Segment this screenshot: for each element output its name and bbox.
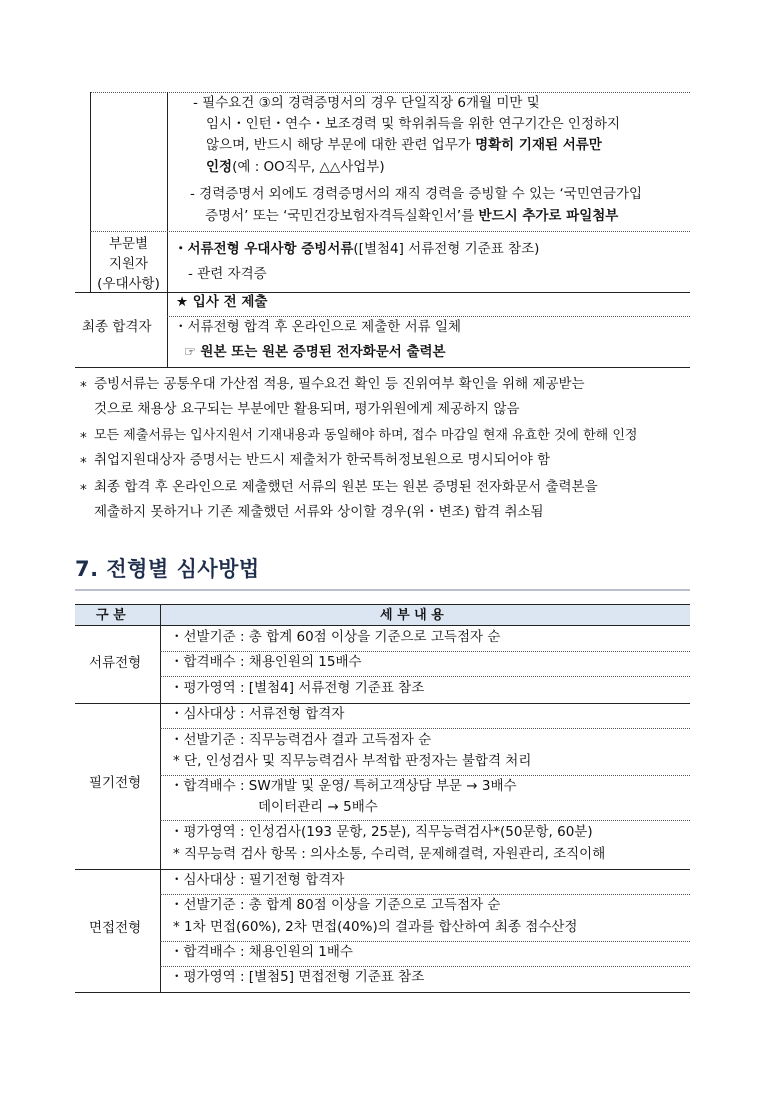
- final-line-3-bold: 원본 또는 원본 증명된 전자화문서 출력본: [200, 344, 446, 360]
- interview-criteria: ・선발기준 : 총 합계 80점 이상을 기준으로 고득점자 순: [170, 897, 501, 913]
- preferred-line-1-bold: ・서류전형 우대사항 증빙서류: [174, 241, 354, 257]
- interview-criteria-note: * 1차 면접(60%), 2차 면접(40%)의 결과를 합산하여 최종 점수산정: [173, 919, 578, 935]
- pointing-hand-icon: ☞: [184, 344, 201, 360]
- section-title-underline: [75, 589, 690, 591]
- written-criteria-note: * 단, 인성검사 및 직무능력검사 부적합 판정자는 불합격 처리: [173, 753, 532, 769]
- required-text-line-1: - 필수요건 ③의 경력증명서의 경우 단일직장 6개월 미만 및: [193, 95, 540, 111]
- table-top-border: [75, 604, 690, 605]
- preferred-line-1-rest: ([별첨4] 서류전형 기준표 참조): [353, 241, 540, 257]
- doc-sep-1: [160, 651, 690, 652]
- doc-multiple: ・합격배수 : 채용인원의 15배수: [170, 654, 362, 670]
- interview-multiple: ・합격배수 : 채용인원의 1배수: [170, 944, 353, 960]
- written-sep-2: [160, 775, 690, 776]
- row-label-written: 필기전형: [89, 775, 142, 791]
- doc-criteria: ・선발기준 : 총 합계 60점 이상을 기준으로 고득점자 순: [170, 629, 501, 645]
- required-text-line-6-bold: 반드시 추가로 파일첨부: [478, 208, 619, 224]
- table-bottom-border: [75, 992, 690, 993]
- interview-sep-2: [160, 941, 690, 942]
- preferred-label: [90, 234, 167, 294]
- doc-row-bottom: [75, 703, 690, 704]
- header-col-details: 세 부 내 용: [380, 608, 444, 623]
- required-text-line-6-pre: 증명서’ 또는 ‘국민건강보험자격득실확인서’를: [205, 208, 479, 224]
- doc-sep-2: [160, 676, 690, 677]
- upper-table-bottom-border: [75, 367, 690, 368]
- final-inner-separator: [167, 316, 690, 317]
- note-4-mark: *: [80, 482, 87, 498]
- required-text-line-4-bold: 인정: [206, 159, 233, 175]
- header-col-category: 구 분: [96, 608, 126, 623]
- final-line-1: ★ 입사 전 제출: [176, 294, 268, 310]
- interview-sep-1: [160, 894, 690, 895]
- required-text-line-4-rest: (예 : OO직무, △△사업부): [232, 159, 385, 175]
- table-column-divider: [160, 604, 161, 992]
- required-text-line-5: - 경력증명서 외에도 경력증명서의 재직 경력을 증빙할 수 있는 ‘국민연금가입: [190, 186, 643, 202]
- written-target: ・심사대상 : 서류전형 합격자: [170, 706, 345, 722]
- written-sep-3: [160, 820, 690, 821]
- preferred-label-1: 부문별: [108, 236, 149, 252]
- doc-area: ・평가영역 : [별첨4] 서류전형 기준표 참조: [170, 680, 425, 696]
- preferred-line-2: - 관련 자격증: [188, 266, 267, 282]
- upper-row-separator-2: [75, 292, 690, 293]
- preferred-line-1: [174, 243, 539, 257]
- interview-sep-3: [160, 966, 690, 967]
- note-2-line-1: 모든 제출서류는 입사지원서 기재내용과 동일해야 하며, 접수 마감일 현재 유효한 것에 한해 인정: [94, 428, 638, 443]
- upper-row-separator-1: [90, 231, 690, 232]
- note-1-line-2: 것으로 채용상 요구되는 부분에만 활용되며, 평가위원에게 제공하지 않음: [94, 401, 520, 417]
- required-text-line-3: [206, 139, 602, 153]
- row-label-document: 서류전형: [89, 655, 142, 671]
- required-text-line-6: [205, 210, 618, 224]
- written-sep-1: [160, 728, 690, 729]
- written-multiple: ・합격배수 : SW개발 및 운영/ 특허고객상담 부문 → 3배수: [170, 778, 517, 794]
- note-3-mark: *: [80, 455, 87, 471]
- upper-table-top-border: [90, 92, 690, 93]
- final-line-3: [184, 346, 446, 360]
- note-3-line-1: 취업지원대상자 증명서는 반드시 제출처가 한국특허정보원으로 명시되어야 함: [94, 452, 551, 468]
- note-4-line-1: 최종 합격 후 온라인으로 제출했던 서류의 원본 또는 원본 증명된 전자화문서 출력본을: [94, 479, 598, 495]
- required-text-line-4: [206, 161, 385, 175]
- written-area: ・평가영역 : 인성검사(193 문항, 25분), 직무능력검사*(50문항, 60분): [170, 824, 593, 840]
- header-bottom-border: [75, 625, 690, 626]
- note-1-line-1: 증빙서류는 공통우대 가산점 적용, 필수요건 확인 등 진위여부 확인을 위해 제공받는: [94, 376, 585, 392]
- written-row-bottom: [75, 869, 690, 870]
- preferred-label-3: (우대사항): [97, 276, 160, 292]
- section-title: 7. 전형별 심사방법: [75, 557, 260, 581]
- note-2-mark: *: [80, 430, 87, 446]
- final-line-2: ・서류전형 합격 후 온라인으로 제출한 서류 일체: [174, 319, 462, 335]
- preferred-label-2: 지원자: [108, 256, 149, 272]
- final-label: 최종 합격자: [82, 319, 152, 335]
- row-label-interview: 면접전형: [89, 920, 142, 936]
- note-4-line-2: 제출하지 못하거나 기존 제출했던 서류와 상이할 경우(위・변조) 합격 취소됨: [94, 504, 544, 520]
- interview-target: ・심사대상 : 필기전형 합격자: [170, 872, 345, 888]
- interview-area: ・평가영역 : [별첨5] 면접전형 기준표 참조: [170, 969, 425, 985]
- written-multiple-2: 데이터관리 → 5배수: [258, 799, 378, 815]
- upper-table-column-divider: [167, 92, 168, 368]
- written-area-note: * 직무능력 검사 항목 : 의사소통, 수리력, 문제해결력, 자원관리, 조직이해: [173, 846, 606, 862]
- required-text-line-2: 임시・인턴・연수・보조경력 및 학위취득을 위한 연구기간은 인정하지: [206, 116, 621, 132]
- note-1-mark: *: [80, 379, 87, 395]
- required-text-line-3-bold: 명확히 기재된 서류만: [475, 137, 602, 153]
- written-criteria: ・선발기준 : 직무능력검사 결과 고득점자 순: [170, 732, 432, 748]
- required-text-line-3-pre: 않으며, 반드시 해당 부문에 대한 관련 업무가: [206, 137, 476, 153]
